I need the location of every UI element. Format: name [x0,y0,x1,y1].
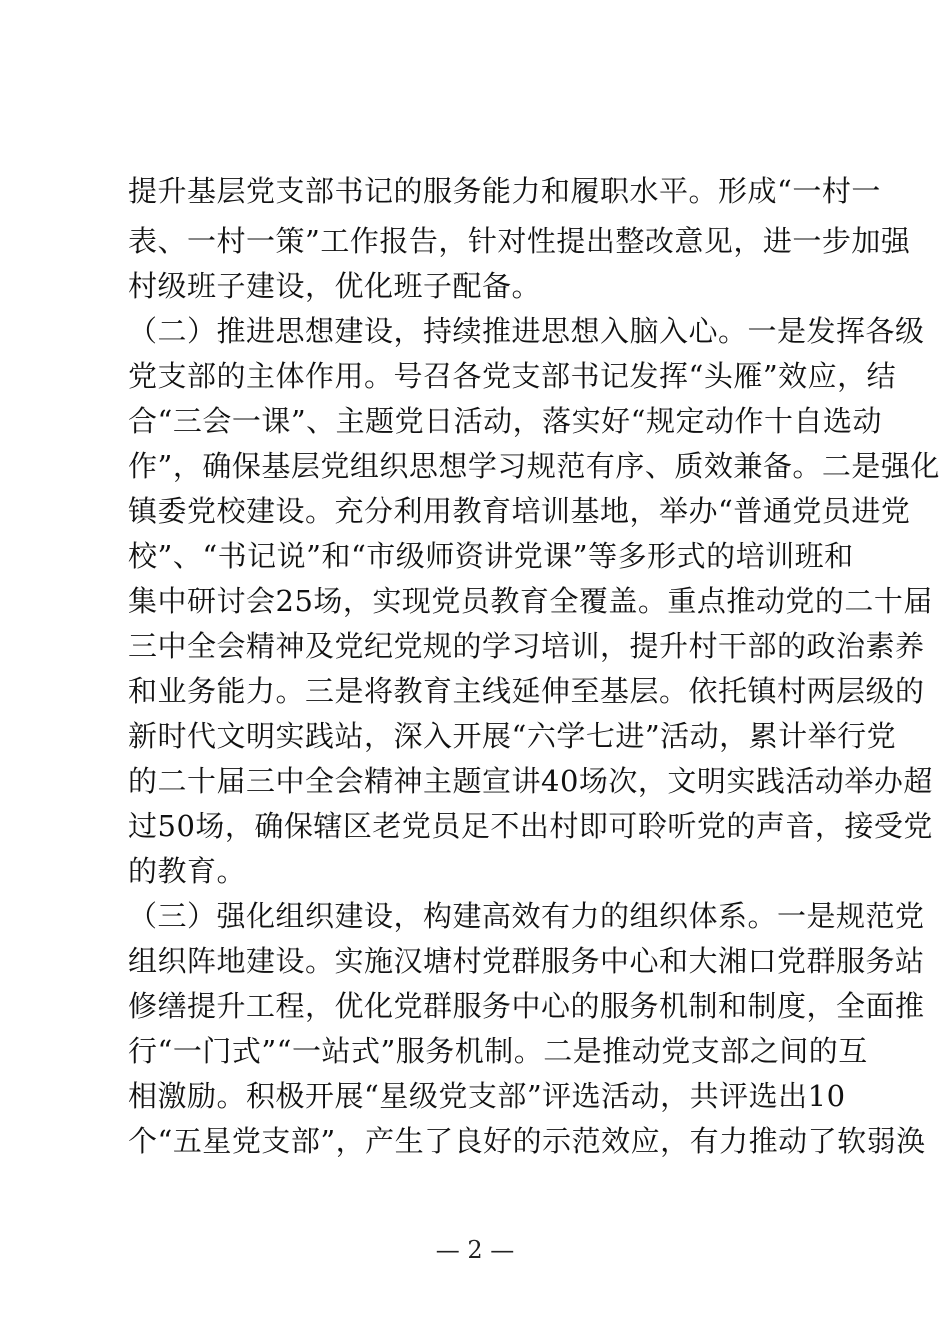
text-line: 新时代文明实践站，深入开展“六学七进”活动，累计举行党 [128,719,897,753]
text-line: 三中全会精神及党纪党规的学习培训，提升村干部的政治素养 [128,629,925,663]
text-line: 相激励。积极开展“星级党支部”评选活动，共评选出10 [128,1079,846,1113]
text-line: 提升基层党支部书记的服务能力和履职水平。形成“一村一 [128,174,881,208]
text-line: 党支部的主体作用。号召各党支部书记发挥“头雁”效应，结 [128,359,897,393]
text-line: 合“三会一课”、主题党日活动，落实好“规定动作十自选动 [128,404,882,438]
text-line: 修缮提升工程，优化党群服务中心的服务机制和制度，全面推 [128,989,925,1023]
text-line: 镇委党校建设。充分利用教育培训基地，举办“普通党员进党 [128,494,911,528]
page-number: — 2 — [435,1236,515,1264]
text-line: 的教育。 [128,854,247,888]
section-heading-line: （三）强化组织建设，构建高效有力的组织体系。一是规范党 [128,899,925,933]
text-line: 和业务能力。三是将教育主线延伸至基层。依托镇村两层级的 [128,674,925,708]
text-line: 校”、“书记说”和“市级师资讲党课”等多形式的培训班和 [128,539,854,573]
text-line: 集中研讨会25场，实现党员教育全覆盖。重点推动党的二十届 [128,584,933,618]
text-line: 组织阵地建设。实施汉塘村党群服务中心和大湘口党群服务站 [128,944,925,978]
text-line: 作”，确保基层党组织思想学习规范有序、质效兼备。二是强化 [128,449,940,483]
text-line: 的二十届三中全会精神主题宣讲40场次，文明实践活动举办超 [128,764,933,798]
text-line: 个“五星党支部”，产生了良好的示范效应，有力推动了软弱涣 [128,1124,926,1158]
text-line: 表、一村一策”工作报告，针对性提出整改意见，进一步加强 [128,224,911,258]
section-heading-line: （二）推进思想建设，持续推进思想入脑入心。一是发挥各级 [128,314,925,348]
text-line: 过50场，确保辖区老党员足不出村即可聆听党的声音，接受党 [128,809,933,843]
text-line: 村级班子建设，优化班子配备。 [128,269,542,303]
text-line: 行“一门式”“一站式”服务机制。二是推动党支部之间的互 [128,1034,868,1068]
